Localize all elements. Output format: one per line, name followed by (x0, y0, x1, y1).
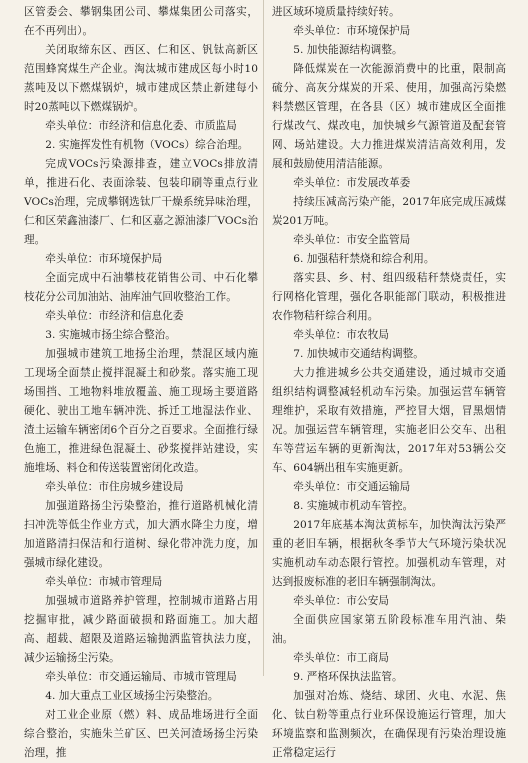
lead-unit-line: 牵头单位：市城市管理局 (45, 576, 163, 588)
lead-unit-line: 牵头单位：市经济和信息化委、市质监局 (45, 120, 237, 132)
section-heading: 5. 加快能源结构调整。 (293, 44, 403, 56)
paragraph: 全面供应国家第五阶段标准车用汽油、柴油。 (272, 614, 506, 645)
lead-unit-line: 牵头单位：市公安局 (293, 595, 389, 607)
right-column (272, 3, 506, 763)
section-heading: 6. 加强秸秆禁烧和综合利用。 (293, 253, 435, 265)
section-heading: 8. 实施城市机动车管控。 (293, 500, 414, 512)
paragraph: 对工业企业原（燃）料、成品堆场进行全面综合整治，实施朱兰矿区、巴关河渣场扬尘污染治理，推 (24, 709, 258, 759)
paragraph: 持续压减高污染产能，2017年底完成压减煤炭201万吨。 (272, 196, 506, 227)
paragraph: 加强城市建筑工地扬尘治理，禁混区域内施工现场全面禁止搅拌混凝土和砂浆。落实施工现场围挡、工地物料堆放覆盖、施工现场主要道路硬化、驶出工地车辆冲洗、拆迁工地湿法作业、渣土运输车辆密闭6个百分之百要求。全面推行绿色施工，推进绿色混凝土、砂浆搅拌站建设，实施堆场、料仓和传送装置密闭化改造。 (24, 348, 258, 474)
paragraph: 大力推进城乡公共交通建设，通过城市交通组织结构调整减轻机动车污染。加强运营车辆管理维护，采取有效措施，严控冒大烟，冒黑烟情况。加强运营车辆管理，实施老旧公交车、出租车等营运车辆的更新淘汰，2017年对53辆公交车、604辆出租车实施更新。 (272, 367, 506, 474)
paragraph: 2017年底基本淘汰黄标车，加快淘汰污染严重的老旧车辆，根据秋冬季节大气环境污染状况实施机动车动态限行管控。加强机动车管理，对达到报废标准的老旧车辆强制淘汰。 (272, 519, 506, 588)
lead-unit-line: 牵头单位：市经济和信息化委 (45, 310, 184, 322)
section-heading: 7. 加快城市交通结构调整。 (293, 348, 424, 360)
column-divider (263, 0, 264, 676)
paragraph: 落实县、乡、村、组四级秸秆禁烧责任，实行网格化管理，强化各职能部门联动，积极推进农作物秸秆综合利用。 (272, 272, 506, 322)
lead-unit-line: 牵头单位：市农牧局 (293, 329, 389, 341)
lead-unit-line: 牵头单位：市交通运输局 (293, 481, 411, 493)
paragraph: 加强城市道路养护管理，控制城市道路占用挖掘审批，减少路面破损和路面施工。加大超高、超载、超限及道路运输抛洒监管执法力度，减少运输扬尘污染。 (24, 595, 258, 664)
paragraph: 加强道路扬尘污染整治，推行道路机械化清扫冲洗等低尘作业方式，加大洒水降尘力度，增加道路清扫保洁和行道树、绿化带冲洗力度，加强城市绿化建设。 (24, 500, 258, 569)
lead-unit-line: 牵头单位：市环境保护局 (45, 253, 163, 265)
paragraph: 加强对冶炼、烧结、球团、火电、水泥、焦化、钛白粉等重点行业环保设施运行管理，加大环境监察和监测频次，在确保现有污染治理设施正常稳定运行 (272, 690, 506, 759)
lead-unit-line: 牵头单位：市交通运输局、市城市管理局 (45, 671, 237, 683)
lead-unit-line: 牵头单位：市发展改革委 (293, 177, 411, 189)
section-heading: 3. 实施城市扬尘综合整治。 (45, 329, 176, 341)
lead-unit-line: 牵头单位：市住房城乡建设局 (45, 481, 184, 493)
paragraph: 关闭取缔东区、西区、仁和区、钒钛高新区范围蜂窝煤生产企业。淘汰城市建成区每小时10蒸吨及以下燃煤锅炉，城市建成区禁止新建每小时20蒸吨以下燃煤锅炉。 (24, 44, 258, 113)
paragraph: 降低煤炭在一次能源消费中的比重，限制高硫分、高灰分煤炭的开采、使用，加强高污染燃料禁燃区管理，在各县（区）城市建成区全面推行煤改气、煤改电，加快城乡气源管道及配套管网、场站建设。大力推进煤炭清洁高效利用，发展和鼓励使用清洁能源。 (272, 63, 506, 170)
paragraph: 进区域环境质量持续好转。 (272, 6, 400, 18)
lead-unit-line: 牵头单位：市工商局 (293, 652, 389, 664)
lead-unit-line: 牵头单位：市安全监管局 (293, 234, 411, 246)
section-heading: 9. 严格环保执法监管。 (293, 671, 403, 683)
left-column (24, 3, 258, 763)
section-heading: 2. 实施挥发性有机物（VOCs）综合治理。 (45, 139, 249, 151)
lead-unit-line: 牵头单位：市环境保护局 (293, 25, 411, 37)
paragraph: 区管委会、攀钢集团公司、攀煤集团公司落实，在不再列出）。 (24, 6, 258, 37)
paragraph: 全面完成中石油攀枝花销售公司、中石化攀枝花分公司加油站、油库油气回收整治工作。 (24, 272, 258, 303)
section-heading: 4. 加大重点工业区域扬尘污染整治。 (45, 690, 219, 702)
paragraph: 完成VOCs污染源排查，建立VOCs排放清单，推进石化、表面涂装、包装印刷等重点行业VOCs治理，完成攀钢选钛厂干燥系统异味治理，仁和区荣鑫油漆厂、仁和区嘉之源油漆厂VOCs治理。 (24, 158, 258, 246)
